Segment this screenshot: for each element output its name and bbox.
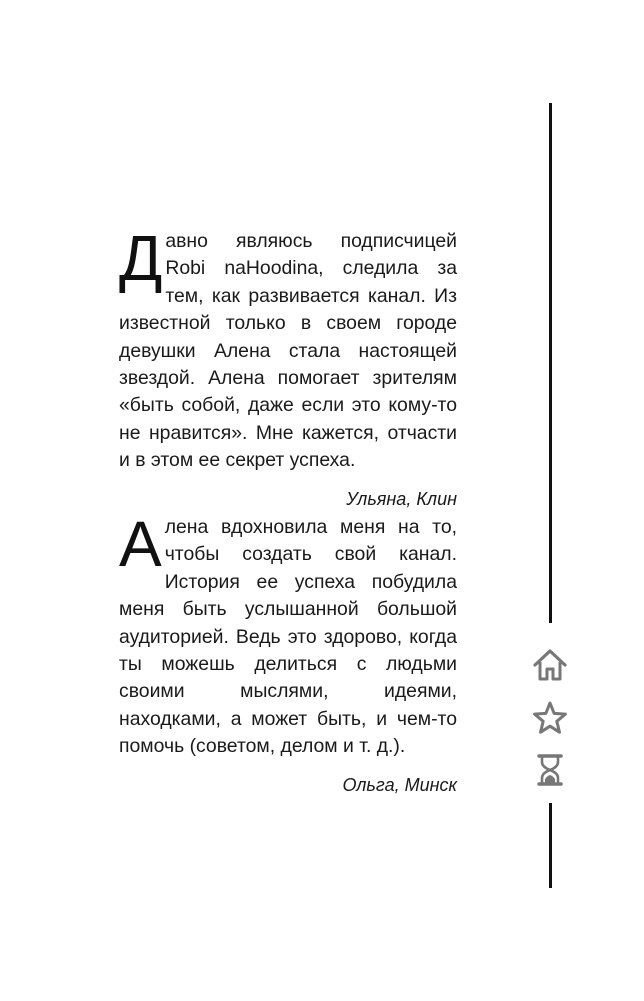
text-line: лена вдохновила меня на то, что (164, 516, 457, 566)
text-line: настоящей звездой. Алена помогает (119, 339, 457, 390)
text-line: своими мыслями, идеями, находками, (119, 680, 457, 730)
text-line: а может быть, и чем-то помочь (советом, (119, 707, 457, 758)
text-line: кому-то не нравится». Мне кажется, от (119, 394, 457, 444)
testimonial-2-text (119, 508, 457, 761)
home-icon (532, 647, 568, 683)
drop-cap: Д (119, 222, 163, 294)
testimonial-author: Ольга, Минск (342, 774, 457, 795)
drop-cap: А (119, 508, 162, 580)
testimonial-1 (119, 222, 458, 510)
text-line: делом и т. д.). (280, 735, 406, 758)
side-rule-bottom (549, 803, 552, 888)
text-line: когда ты можешь делиться с людьми (119, 625, 457, 676)
star-icon (532, 700, 568, 736)
side-rule-top (549, 103, 552, 623)
text-line: части и в этом ее секрет успеха. (119, 421, 457, 472)
text-line: зрителям «быть собой, даже если это (119, 367, 457, 417)
text-line: развивается канал. Из известной толь (119, 284, 458, 335)
testimonial-author: Ульяна, Клин (346, 488, 457, 509)
text-line: большой аудиторией. Ведь это здорово, (119, 598, 457, 648)
testimonial-1-text (119, 222, 458, 475)
hourglass-icon (532, 752, 568, 788)
text-line: авно являюсь подписчицей Robi (165, 230, 457, 280)
text-line: ко в своем городе девушки Алена стала (119, 312, 457, 362)
text-line: успеха побудила меня быть услышанной (119, 570, 457, 621)
text-line: naHoodina, следила за тем, как (165, 257, 458, 307)
testimonial-2 (119, 508, 457, 796)
text-line: бы создать свой канал. История ее (164, 543, 457, 593)
